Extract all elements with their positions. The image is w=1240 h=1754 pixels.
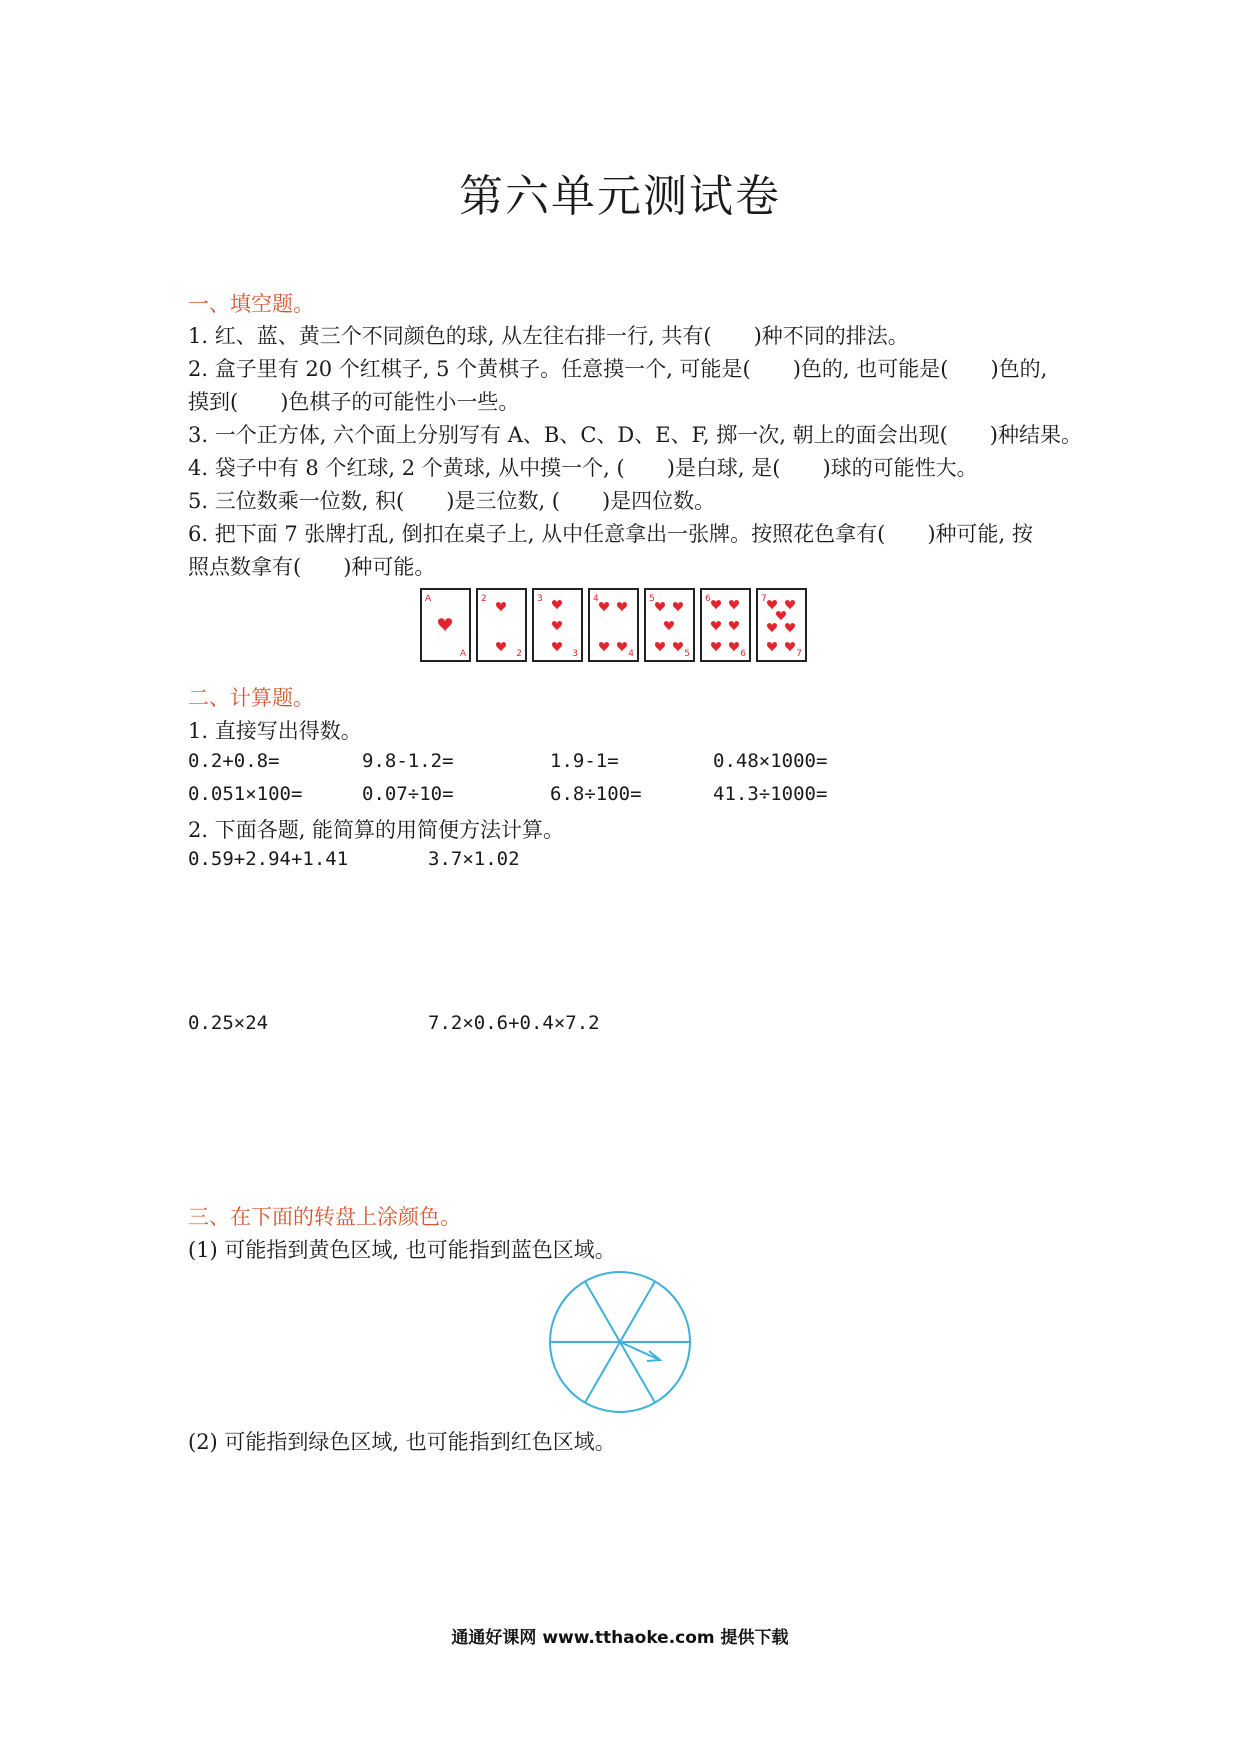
question-1-2-line-1: 2. 盒子里有 20 个红棋子, 5 个黄棋子。任意摸一个, 可能是( )色的, 也可能是( )色的, [188,357,1048,381]
svg-text:4: 4 [593,594,599,604]
svg-text:2: 2 [516,649,522,659]
question-1-6-line-1: 6. 把下面 7 张牌打乱, 倒扣在桌子上, 从中任意拿出一张牌。按照花色拿有( )种可能, 按 [188,522,1033,546]
question-1-2-line-2: 摸到( )色棋子的可能性小一些。 [188,390,520,414]
section-3-heading: 三、在下面的转盘上涂颜色。 [188,1205,461,1229]
footer-source: 通通好课网 www.tthaoke.com 提供下载 [451,1628,789,1648]
section-3-question-1: (1) 可能指到黄色区域, 也可能指到蓝色区域。 [188,1238,616,1262]
playing-card-3 [532,588,583,662]
playing-card-2 [476,588,527,662]
calc-1-1: 0.2+0.8= [188,750,280,772]
section-1-heading: 一、填空题。 [188,292,314,316]
section-2-heading: 二、计算题。 [188,686,314,710]
calc-1-4: 0.48×1000= [713,750,828,772]
svg-text:7: 7 [761,594,767,604]
playing-card-6 [700,588,751,662]
svg-text:2: 2 [481,594,487,604]
question-1-1: 1. 红、蓝、黄三个不同颜色的球, 从左往右排一行, 共有( )种不同的排法。 [188,324,909,348]
calc-2-3: 6.8÷100= [550,783,642,805]
svg-text:4: 4 [628,649,634,659]
svg-text:6: 6 [705,594,711,604]
spinner-wheel [548,1270,692,1414]
playing-cards-row [420,588,807,662]
problem-4: 7.2×0.6+0.4×7.2 [428,1012,600,1034]
playing-card-4 [588,588,639,662]
svg-text:A: A [459,649,466,659]
problem-2: 3.7×1.02 [428,848,520,870]
playing-card-7 [756,588,807,662]
problem-3: 0.25×24 [188,1012,269,1034]
question-1-5: 5. 三位数乘一位数, 积( )是三位数, ( )是四位数。 [188,489,716,513]
section-3-question-2: (2) 可能指到绿色区域, 也可能指到红色区域。 [188,1430,616,1454]
question-1-4: 4. 袋子中有 8 个红球, 2 个黄球, 从中摸一个, ( )是白球, 是( )球的可能性大。 [188,456,978,480]
svg-text:A: A [425,594,432,604]
svg-text:5: 5 [649,594,655,604]
svg-text:3: 3 [537,594,543,604]
question-1-3: 3. 一个正方体, 六个面上分别写有 A、B、C、D、E、F, 掷一次, 朝上的面会出现( )种结果。 [188,423,1082,447]
page-title: 第六单元测试卷 [459,171,781,222]
playing-card-A [420,588,471,662]
section-2-sub-1: 1. 直接写出得数。 [188,719,362,743]
section-2-sub-2: 2. 下面各题, 能简算的用简便方法计算。 [188,818,565,842]
problem-1: 0.59+2.94+1.41 [188,848,349,870]
svg-text:6: 6 [740,649,746,659]
svg-text:5: 5 [684,649,690,659]
calc-2-2: 0.07÷10= [362,783,454,805]
calc-1-3: 1.9-1= [550,750,619,772]
calc-1-2: 9.8-1.2= [362,750,454,772]
playing-card-5 [644,588,695,662]
calc-2-4: 41.3÷1000= [713,783,828,805]
calc-2-1: 0.051×100= [188,783,303,805]
svg-text:3: 3 [572,649,578,659]
question-1-6-line-2: 照点数拿有( )种可能。 [188,555,436,579]
svg-text:7: 7 [796,649,802,659]
